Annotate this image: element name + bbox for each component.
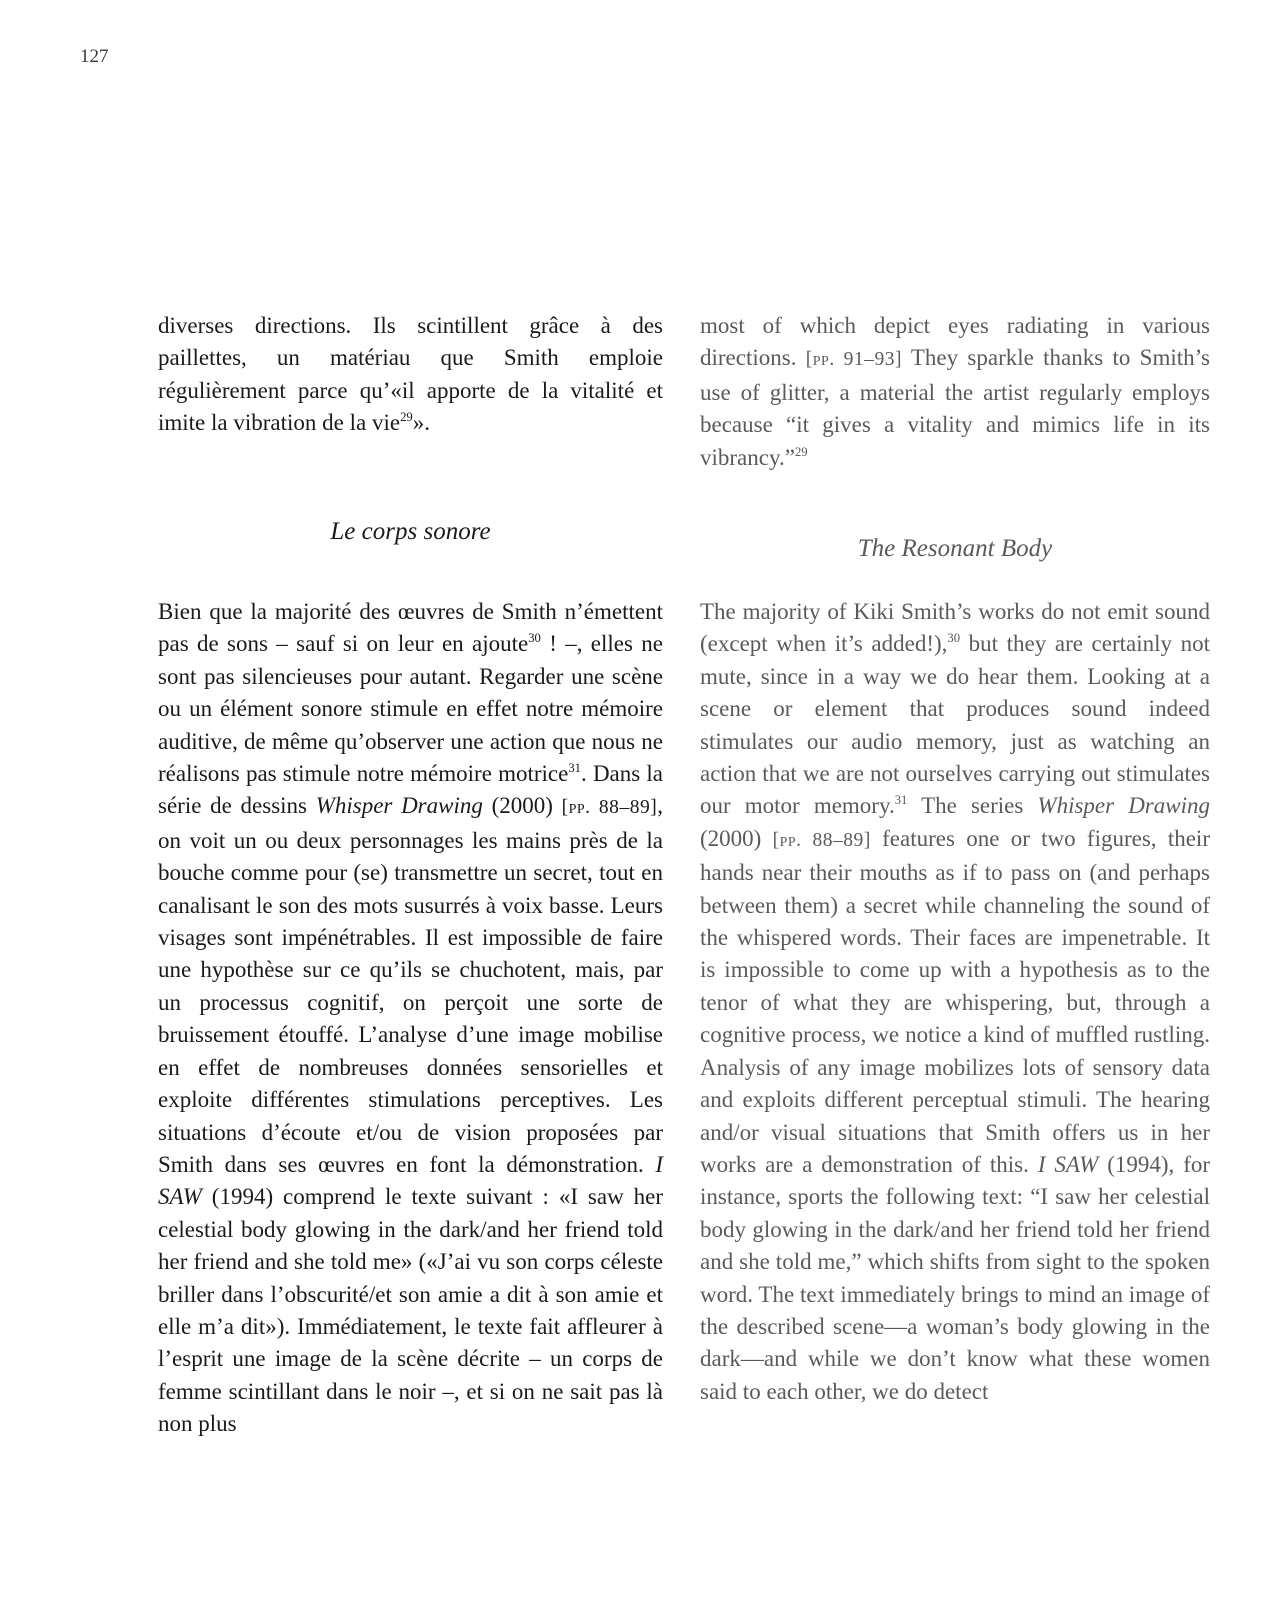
french-section-heading: Le corps sonore: [330, 518, 491, 545]
english-section-heading: The Resonant Body: [857, 535, 1053, 562]
english-body-text: (2000): [700, 825, 773, 851]
french-body-text: , on voit un ou deux personnages les mains près de la bouche comme pour (se) transmettre un secret, tout en canalisant le son des mots susurrés à voix basse. Leurs visages sont impénétrables. Il est impossible de faire une hypothèse sur ce qu’ils se chuchotent, mais, par un processus cognitif, on perçoit une sorte de bruissement étouffé. L’analyse d’une image mobilise en effet de nombreuses données sensorielles et exploite différentes stimulations perceptives. Les situations d’écoute et/ou de vision proposées par Smith dans ses œuvres en font la démonstration.: [158, 793, 663, 1177]
footnote-ref-31: 31: [894, 793, 908, 808]
french-body-text: (1994) comprend le texte suivant : «I saw her celestial body glowing in the dark/and her friend told her friend and she told me» («J’ai vu son corps céleste briller dans l’obscurité/et son amie a dit à son amie et elle m’a dit»). Immédiatement, le texte fait affleurer à l’esprit une image de la scène décrite – un corps de femme scintillant dans le noir –, et si on ne sait pas là non plus: [158, 1184, 663, 1437]
artwork-title: I SAW: [1037, 1151, 1099, 1177]
french-body-text: ! –, elles ne sont pas silencieuses pour autant. Regarder une scène ou un élément sonore stimule en effet notre mémoire auditive, de même qu’observer une action que nous ne réalisons pas stimule notre mémoire motrice: [158, 631, 664, 787]
english-body-text: The majority of Kiki Smith’s works do not emit sound (except when it’s added!),: [700, 599, 1210, 657]
french-body-text: Bien que la majorité des œuvres de Smith n’émettent pas de sons – sauf si on leur en ajoute: [158, 599, 663, 657]
french-intro-text: diverses directions. Ils scintillent grâce à des paillettes, un matériau que Smith emploie régulièrement parce qu’«il apporte de la vitalité et imite la vibration de la vie: [158, 313, 663, 436]
plate-reference: [pp. 91–93]: [805, 349, 902, 371]
french-intro-end: ».: [412, 410, 430, 436]
english-body-paragraph: [700, 596, 1210, 1408]
english-body-text: but they are certainly not mute, since in a way we do hear them. Looking at a scene or element that produces sound indeed stimulates our audio memory, just as watching an action that we are not ourselves carrying out stimulates our motor memory.: [700, 631, 1210, 819]
english-body-text: The series: [907, 793, 1038, 819]
footnote-ref-30: 30: [947, 631, 961, 646]
english-body-text: (1994), for instance, sports the following text: “I saw her celestial body glowing in the dark/and her friend told her friend and she told me,” which shifts from sight to the spoken word. The text immediately brings to mind an image of the described scene—a woman’s body glowing in the dark—and while we don’t know what these women said to each other, we do detect: [700, 1151, 1211, 1404]
french-intro-paragraph: [158, 310, 663, 440]
footnote-ref-30: 30: [528, 631, 541, 646]
footnote-ref-29: 29: [794, 444, 808, 459]
french-body-paragraph: [158, 596, 663, 1441]
plate-reference: [pp. 88–89]: [561, 797, 658, 819]
english-intro-text-2: They sparkle thanks to Smith’s use of glitter, a material the artist regularly employs because “it gives a vitality and mimics life in its vibrancy.”: [700, 345, 1210, 470]
artwork-title: Whisper Drawing: [315, 793, 483, 819]
footnote-ref-31: 31: [568, 761, 581, 776]
english-intro-paragraph: [700, 310, 1210, 474]
artwork-title: I SAW: [158, 1151, 663, 1210]
french-body-text: . Dans la série de dessins: [158, 761, 664, 819]
plate-reference: [pp. 88–89]: [772, 829, 871, 851]
footnote-ref-29: 29: [400, 410, 413, 425]
page-number: 127: [80, 46, 109, 67]
french-body-text: (2000): [482, 793, 562, 819]
english-body-text: features one or two figures, their hands near their mouths as if to pass on (and perhaps between them) a secret while channeling the sound of the whispered words. Their faces are impenetrable. It is impossible to come up with a hypothesis as to the tenor of what they are whispering, but, through a cognitive process, we notice a kind of muffled rustling. Analysis of any image mobilizes lots of sensory data and exploits different perceptual stimuli. The hearing and/or visual situations that Smith offers us in her works are a demonstration of this.: [700, 825, 1210, 1177]
english-intro-text: most of which depict eyes radiating in various directions.: [700, 313, 1210, 371]
artwork-title: Whisper Drawing: [1037, 793, 1210, 819]
